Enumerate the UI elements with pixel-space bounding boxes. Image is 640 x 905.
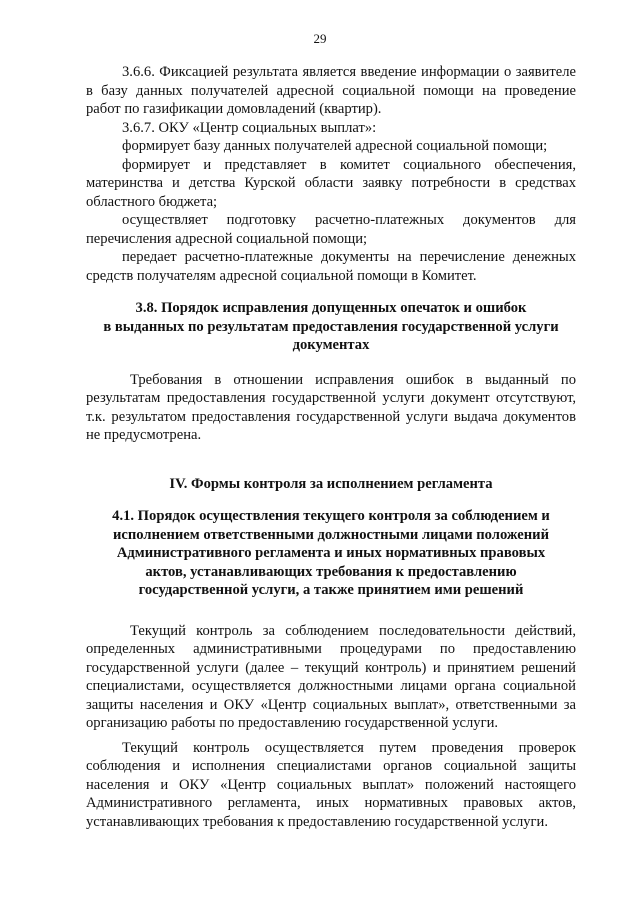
list-item: передает расчетно-платежные документы на перечисление денежных средств получателям адресной социальной помощи в Комитет. — [86, 249, 576, 284]
list-item: формирует базу данных получателей адресной социальной помощи; — [122, 138, 548, 154]
list-item: осуществляет подготовку расчетно-платежных документов для перечисления адресной социальной помощи; — [86, 212, 576, 247]
heading-4-1-line-1: 4.1. Порядок осуществления текущего контроля за соблюдением и — [112, 508, 550, 524]
heading-4-1-line-5: государственной услуги, а также принятием ими решений — [138, 582, 524, 598]
heading-3-8-line-1: 3.8. Порядок исправления допущенных опечаток и ошибок — [135, 300, 527, 316]
heading-4-1-line-3: Административного регламента и иных нормативных правовых — [116, 545, 546, 561]
paragraph-3-8: Требования в отношении исправления ошибок в выданный по результатам предоставления государственной услуги документ отсутствуют, т.к. результатом предоставления государственной услуги выдача документов не предусмотрена. — [86, 371, 576, 443]
document-body — [86, 63, 576, 831]
heading-4-1-line-2: исполнением ответственными должностными лицами положений — [113, 526, 549, 543]
chapter-4-heading: IV. Формы контроля за исполнением регламента — [169, 475, 493, 492]
paragraph-4-1-2: Текущий контроль осуществляется путем проведения проверок соблюдения и исполнения специалистами органов социальной защиты населения и ОКУ «Центр социальных выплат» положений настоящего Административного регламента, иных нормативных правовых актов, устанавливающих требования к предоставлению государственной услуги. — [86, 739, 576, 830]
list-item: формирует и представляет в комитет социального обеспечения, материнства и детства Курской области заявку потребности в средствах областного бюджета; — [86, 156, 576, 210]
page-number: 29 — [313, 31, 327, 46]
paragraph-3-6-6: 3.6.6. Фиксацией результата является введение информации о заявителе в базу данных получателей адресной социальной помощи на проведение работ по газификации домовладений (квартир). — [86, 64, 576, 117]
heading-4-1-line-4: актов, устанавливающих требования к предоставлению — [145, 563, 517, 580]
paragraph-4-1-1: Текущий контроль за соблюдением последовательности действий, определенных административными процедурами по предоставлению государственной услуги (далее – текущий контроль) и принятием решений специалистами, осуществляется должностными лицами органа социальной защиты населения и ОКУ «Центр социальных выплат», ответственными за организацию работы по предоставлению государственной услуги. — [86, 622, 576, 731]
heading-3-8-line-3: документах — [292, 337, 370, 353]
paragraph-3-6-7-title: 3.6.7. ОКУ «Центр социальных выплат»: — [122, 119, 377, 136]
heading-3-8-line-2: в выданных по результатам предоставления государственной услуги — [103, 318, 559, 335]
